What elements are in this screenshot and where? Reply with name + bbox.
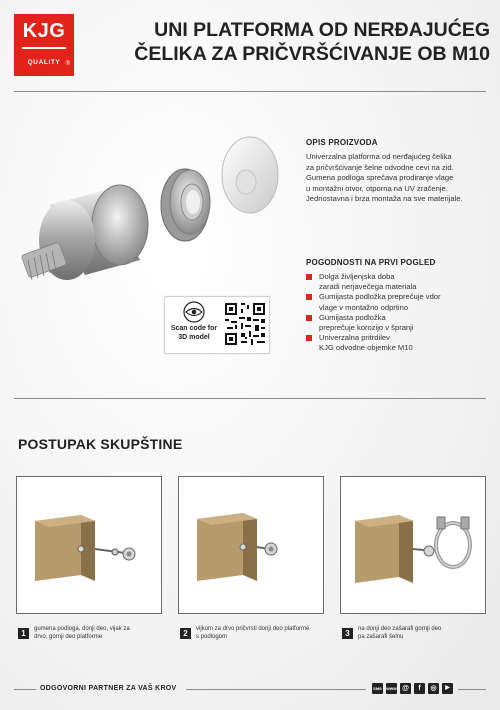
footer-slogan: ODGOVORNI PARTNER ZA VAŠ KROV <box>40 685 177 692</box>
facebook-icon[interactable]: f <box>414 683 425 694</box>
footer-rule-right <box>186 689 366 690</box>
product-illustration <box>10 130 300 300</box>
benefit-item: Dolga življenjska doba zaradi nerjavečega materiala <box>306 272 491 292</box>
kjg-logo <box>14 14 74 76</box>
benefit-item: Gumijasta podložka preprečuje korozijo v špranji <box>306 313 491 333</box>
footer-rule-left <box>14 689 36 690</box>
step-number-2: 2 <box>180 628 191 639</box>
bullet-square-icon <box>306 274 312 280</box>
eye-icon <box>180 301 208 323</box>
section-divider <box>14 398 486 399</box>
page-title <box>100 18 490 66</box>
bullet-square-icon <box>306 294 312 300</box>
title-line-1: UNI PLATFORMA OD NERĐAJUĆEG <box>154 19 490 41</box>
step-3-text: na donji deo zašarafi gornji deo pa zašarafi šelnu <box>358 626 442 640</box>
step-1-text: gumena podloga, donji deo, vijak za drvo, gornji deo platforme <box>34 626 130 640</box>
logo-tagline: QUALITY <box>27 59 61 66</box>
title-line-2: ČELIKA ZA PRIČVRŠĆIVANJE OB M10 <box>134 43 490 65</box>
benefit-item: Univerzalna pritrdilev KJG odvodne objemke M10 <box>306 333 491 353</box>
step-number-1: 1 <box>18 628 29 639</box>
step-number-3: 3 <box>342 628 353 639</box>
benefits-heading: POGODNOSTI NA PRVI POGLED <box>306 258 436 267</box>
rubber-washer <box>222 137 278 213</box>
assembly-step-1-illustration <box>17 477 161 613</box>
step-2-text: vijkom za drvo pričvrsti donji deo platforme s podlogom <box>196 626 310 640</box>
www-icon[interactable]: www <box>386 683 397 694</box>
bullet-square-icon <box>306 335 312 341</box>
logo-brand: KJG <box>22 20 66 42</box>
assembly-step-1-image <box>16 476 162 614</box>
instagram-icon[interactable]: ◎ <box>428 683 439 694</box>
assembly-heading: POSTUPAK SKUPŠTINE <box>18 436 183 452</box>
logo-registered-mark: ® <box>65 61 70 67</box>
youtube-icon[interactable]: ▶ <box>442 683 453 694</box>
logo-divider <box>22 47 66 49</box>
platform-lower-part <box>161 169 210 241</box>
qr-scan-box[interactable] <box>164 296 270 354</box>
footer-rule-end <box>458 689 486 690</box>
assembly-step-2-illustration <box>179 477 323 613</box>
description-line: Jednostavna i brza montaža na sve materijale. <box>306 194 463 203</box>
description-line: Univerzalna platforma od nerđajućeg čelika <box>306 152 452 161</box>
qr-label: Scan code for 3D model <box>170 325 218 341</box>
description-line: za pričvršćivanje šelne odvodne cevi na zid. <box>306 162 454 172</box>
benefits-list <box>306 272 491 354</box>
description-text <box>306 152 486 205</box>
email-icon[interactable]: @ <box>400 683 411 694</box>
description-heading: OPIS PROIZVODA <box>306 138 378 147</box>
assembly-step-3-image <box>340 476 486 614</box>
description-line: u montažni otvor, otporna na UV zračenje. <box>306 183 448 193</box>
header-divider <box>14 91 486 92</box>
assembly-step-3-illustration <box>341 477 485 613</box>
assembly-step-2-image <box>178 476 324 614</box>
platform-upper-part <box>21 185 148 280</box>
sms-icon[interactable]: SMS <box>372 683 383 694</box>
benefit-item: Gumijasta podložka preprečuje vdor vlage v montažno odprtino <box>306 292 491 312</box>
qr-code[interactable] <box>223 301 267 347</box>
description-line: Gumena podloga sprečava prodiranje vlage <box>306 173 454 182</box>
bullet-square-icon <box>306 315 312 321</box>
